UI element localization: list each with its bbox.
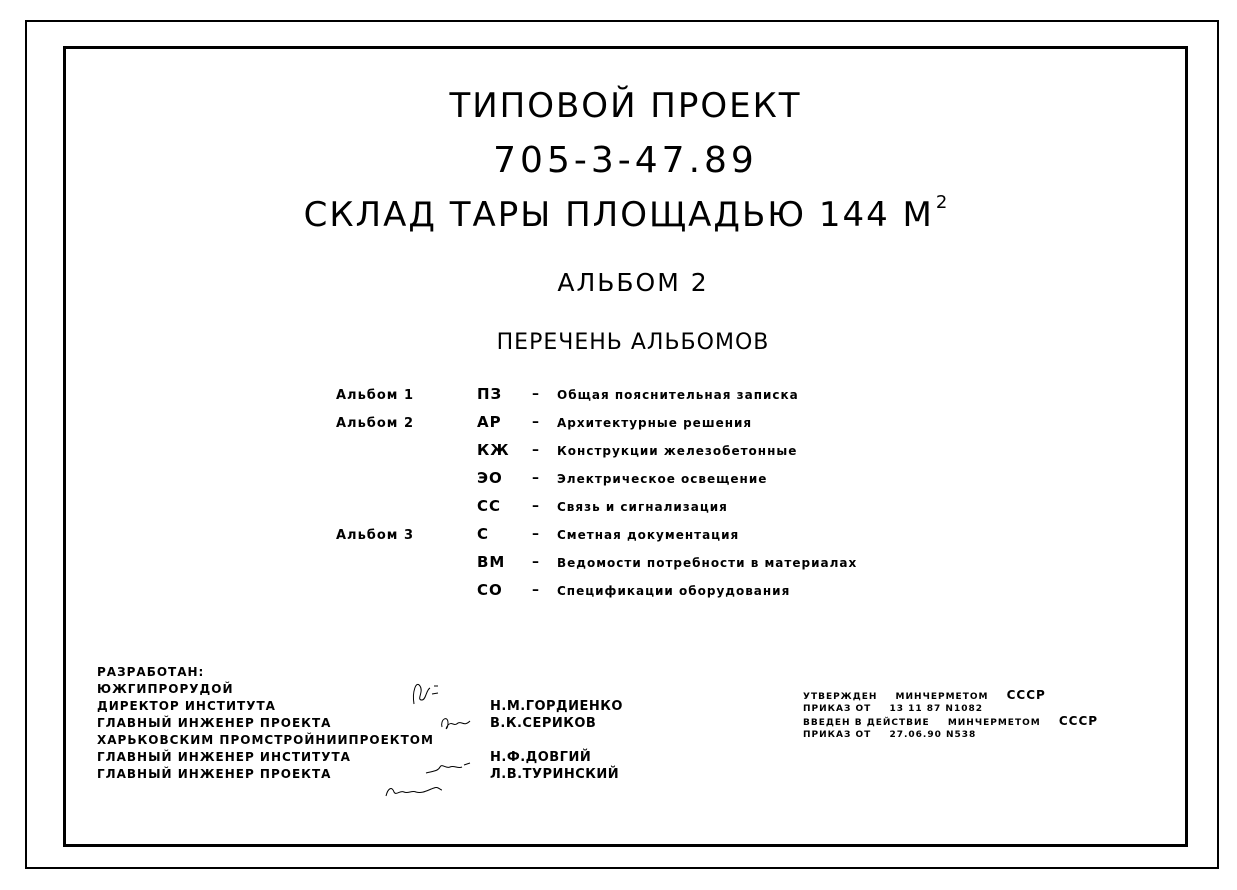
signatory-name: Н.Ф.ДОВГИЙ xyxy=(490,750,592,765)
section-description: Ведомости потребности в материалах xyxy=(557,556,858,570)
signatory-role: ГЛАВНЫЙ ИНЖЕНЕР ПРОЕКТА xyxy=(97,716,332,730)
section-description: Общая пояснительная записка xyxy=(557,388,799,402)
signature-serikov xyxy=(438,713,478,735)
section-description: Архитектурные решения xyxy=(557,416,753,430)
doc-type-title: ТИПОВОЙ ПРОЕКТ xyxy=(449,86,802,126)
signatory-name: Н.М.ГОРДИЕНКО xyxy=(490,699,623,714)
order-label: ПРИКАЗ ОТ xyxy=(803,704,872,714)
signatory-role: ДИРЕКТОР ИНСТИТУТА xyxy=(97,699,276,713)
org-name: ЮЖГИПРОРУДОЙ xyxy=(97,682,234,696)
album-label: Альбом 1 xyxy=(336,388,415,403)
section-description: Связь и сигнализация xyxy=(557,500,728,514)
order-value: 27.06.90 N538 xyxy=(889,730,977,740)
signatory-role: ГЛАВНЫЙ ИНЖЕНЕР ПРОЕКТА xyxy=(97,767,332,781)
section-code: КЖ xyxy=(477,441,510,459)
section-dash: – xyxy=(532,554,540,570)
signatory-name: В.К.СЕРИКОВ xyxy=(490,716,597,731)
album-number: АЛЬБОМ 2 xyxy=(557,268,709,297)
section-dash: – xyxy=(532,386,540,402)
approval-block xyxy=(803,689,1098,741)
enacted-line xyxy=(803,715,1098,729)
project-number: 705-3-47.89 xyxy=(493,140,758,181)
order-line xyxy=(803,703,1098,715)
enacted-label: ВВЕДЕН В ДЕЙСТВИЕ xyxy=(803,718,930,728)
developers-block xyxy=(97,664,623,783)
signatory-row xyxy=(97,749,592,766)
approved-label: УТВЕРЖДЕН xyxy=(803,692,878,702)
section-code: ЭО xyxy=(477,469,503,487)
album-label: Альбом 3 xyxy=(336,528,415,543)
section-code: АР xyxy=(477,413,502,431)
project-name-text: СКЛАД ТАРЫ ПЛОЩАДЬЮ 144 М xyxy=(303,195,934,235)
section-dash: – xyxy=(532,414,540,430)
section-code: С xyxy=(477,525,490,543)
signature-dovgiy xyxy=(424,759,476,777)
section-dash: – xyxy=(532,526,540,542)
signatory-name: Л.В.ТУРИНСКИЙ xyxy=(490,767,620,782)
signatory-row xyxy=(97,698,623,715)
project-name xyxy=(63,192,1188,235)
enacted-by: МИНЧЕРМЕТОМ xyxy=(947,718,1041,728)
album-label: Альбом 2 xyxy=(336,416,415,431)
section-dash: – xyxy=(532,442,540,458)
section-description: Электрическое освещение xyxy=(557,472,768,486)
section-code: СС xyxy=(477,497,502,515)
section-code: СО xyxy=(477,581,503,599)
enacted-country: СССР xyxy=(1058,714,1099,728)
approved-by: МИНЧЕРМЕТОМ xyxy=(895,692,989,702)
section-code: ВМ xyxy=(477,553,506,571)
approved-country: СССР xyxy=(1006,688,1046,702)
approval-line xyxy=(803,689,1098,703)
signatory-role: ГЛАВНЫЙ ИНЖЕНЕР ИНСТИТУТА xyxy=(97,750,351,764)
signatory-row xyxy=(97,715,597,732)
org-name: ХАРЬКОВСКИМ ПРОМСТРОЙНИИПРОЕКТОМ xyxy=(97,733,434,747)
area-unit-superscript: 2 xyxy=(935,192,948,213)
section-dash: – xyxy=(532,470,540,486)
section-dash: – xyxy=(532,498,540,514)
order-value: 13 11 87 N1082 xyxy=(889,704,984,714)
signature-turinsky xyxy=(384,780,444,802)
section-description: Сметная документация xyxy=(557,528,740,542)
section-code: ПЗ xyxy=(477,385,503,403)
order-line xyxy=(803,729,1098,741)
section-dash: – xyxy=(532,582,540,598)
order-label: ПРИКАЗ ОТ xyxy=(803,730,872,740)
album-list-heading: ПЕРЕЧЕНЬ АЛЬБОМОВ xyxy=(496,330,770,355)
signature-gordienko xyxy=(408,676,448,710)
developers-heading: РАЗРАБОТАН: xyxy=(97,665,205,679)
section-description: Конструкции железобетонные xyxy=(557,444,798,458)
section-description: Спецификации оборудования xyxy=(557,584,791,598)
